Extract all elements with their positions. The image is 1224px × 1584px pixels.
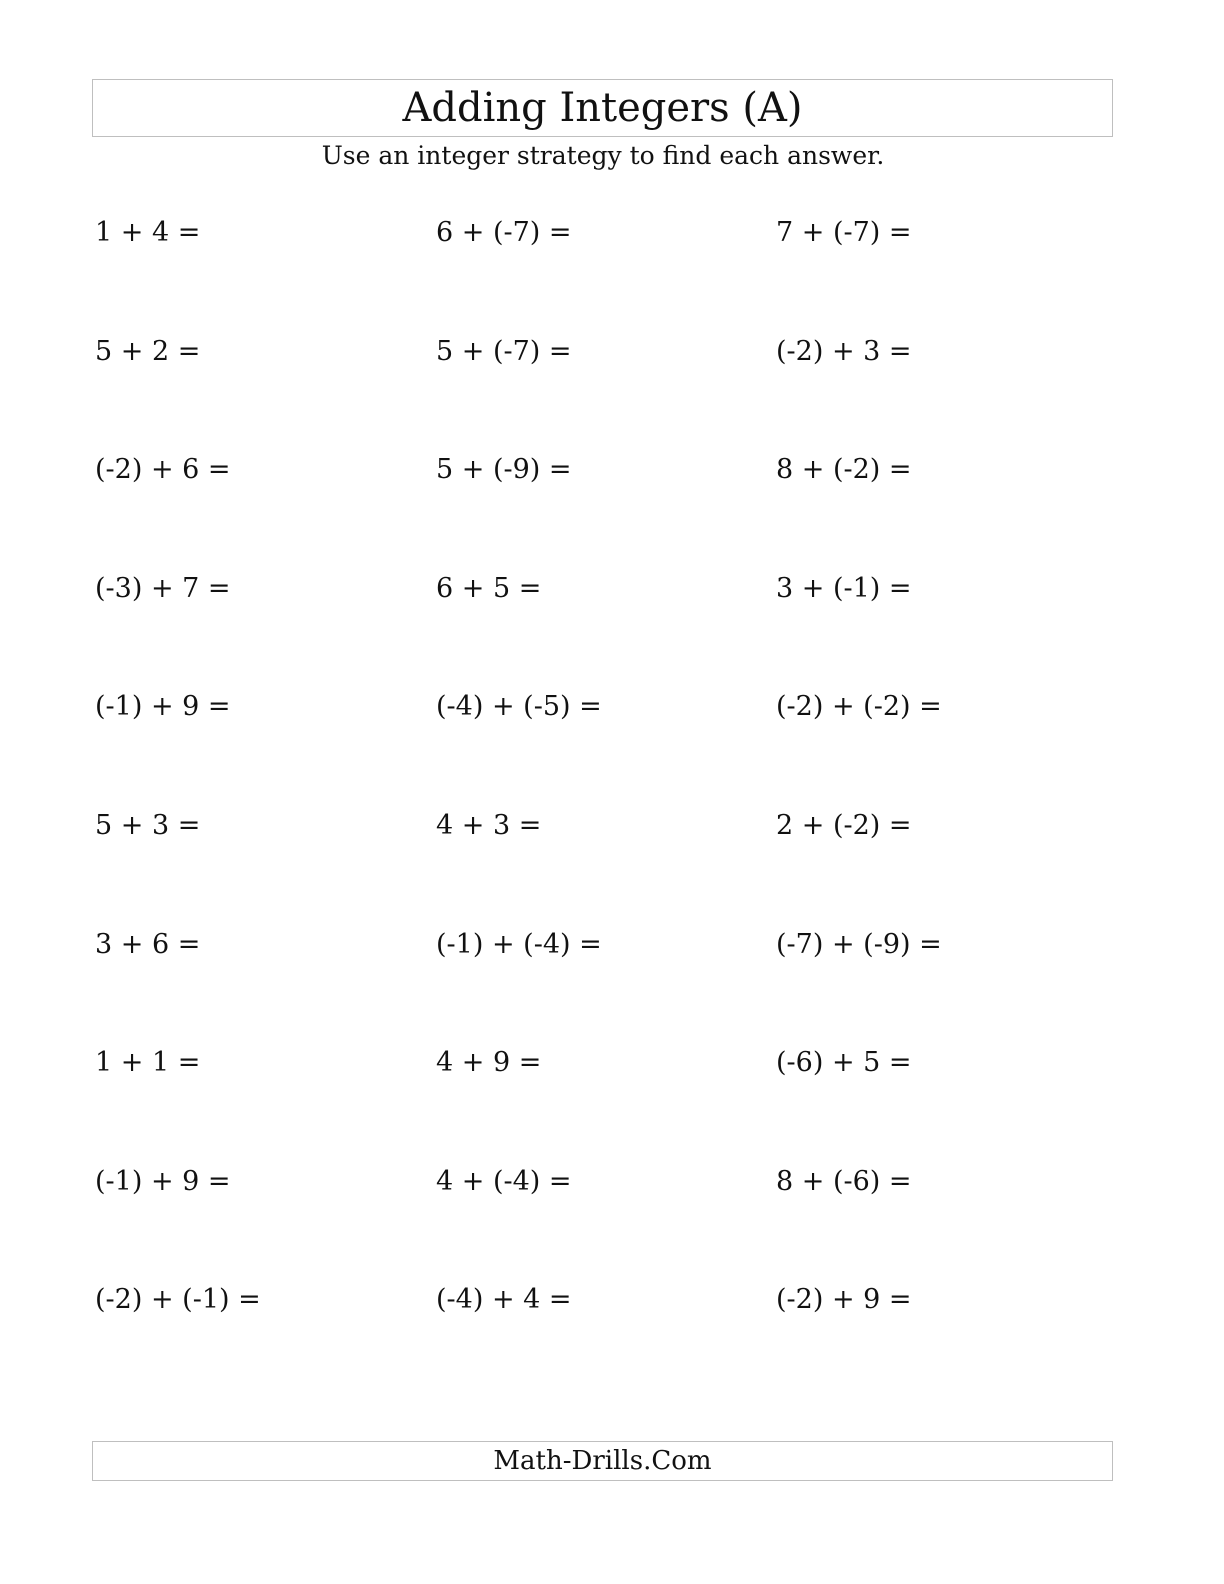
problem-5-3: (-2) + (-2) = [776,691,942,722]
problem-2-3: (-2) + 3 = [776,336,912,367]
problem-8-1: 1 + 1 = [95,1047,201,1078]
problem-4-2: 6 + 5 = [436,573,542,604]
problem-10-3: (-2) + 9 = [776,1284,912,1315]
problem-6-3: 2 + (-2) = [776,810,912,841]
problem-5-2: (-4) + (-5) = [436,691,602,722]
problem-2-1: 5 + 2 = [95,336,201,367]
page-title: Adding Integers (A) [402,85,803,131]
problem-1-2: 6 + (-7) = [436,217,572,248]
instructions: Use an integer strategy to find each answer. [321,141,885,170]
problem-1-3: 7 + (-7) = [776,217,912,248]
title-box [92,79,1113,137]
problem-4-1: (-3) + 7 = [95,573,231,604]
problem-7-2: (-1) + (-4) = [436,929,602,960]
problem-10-2: (-4) + 4 = [436,1284,572,1315]
problem-6-1: 5 + 3 = [95,810,201,841]
problem-9-1: (-1) + 9 = [95,1166,231,1197]
problem-8-3: (-6) + 5 = [776,1047,912,1078]
footer-text: Math-Drills.Com [493,1446,712,1476]
problem-6-2: 4 + 3 = [436,810,542,841]
footer-box [92,1441,1113,1481]
problem-9-3: 8 + (-6) = [776,1166,912,1197]
problem-3-3: 8 + (-2) = [776,454,912,485]
problem-7-1: 3 + 6 = [95,929,201,960]
problem-9-2: 4 + (-4) = [436,1166,572,1197]
problem-10-1: (-2) + (-1) = [95,1284,261,1315]
problem-4-3: 3 + (-1) = [776,573,912,604]
problem-2-2: 5 + (-7) = [436,336,572,367]
problem-1-1: 1 + 4 = [95,217,201,248]
problem-3-2: 5 + (-9) = [436,454,572,485]
problem-3-1: (-2) + 6 = [95,454,231,485]
problem-5-1: (-1) + 9 = [95,691,231,722]
problem-8-2: 4 + 9 = [436,1047,542,1078]
problem-7-3: (-7) + (-9) = [776,929,942,960]
